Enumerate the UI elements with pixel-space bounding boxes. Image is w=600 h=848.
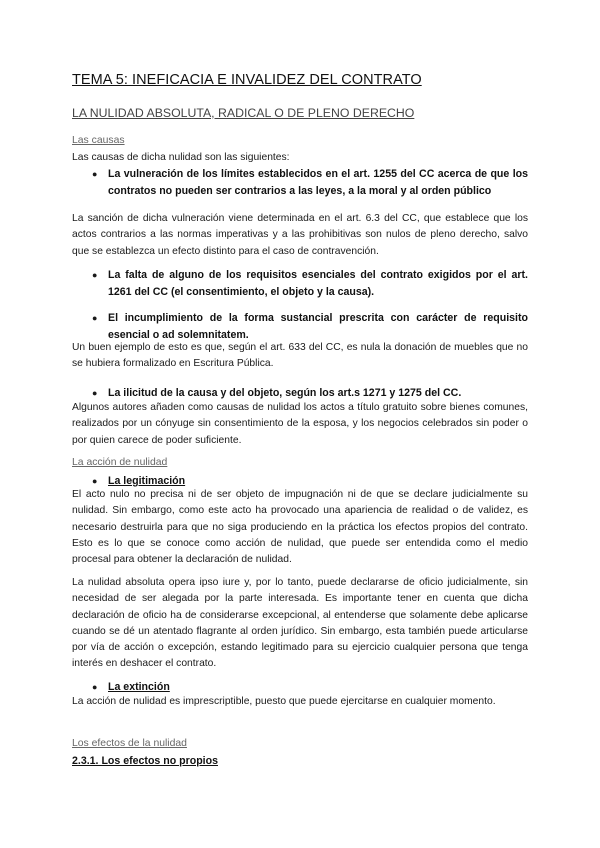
bullet-icon: ●	[92, 388, 98, 398]
bullet-icon: ●	[92, 313, 98, 323]
subheading-efectos-no-propios: 2.3.1. Los efectos no propios	[72, 755, 218, 767]
causas-intro: Las causas de dicha nulidad son las siguientes:	[72, 152, 290, 163]
subheading-efectos-nulidad: Los efectos de la nulidad	[72, 738, 187, 749]
paragraph-acto-nulo: El acto nulo no precisa ni de ser objeto de impugnación ni de que se declare judicialmente su nulidad. Sin embargo, como este acto ha provocado una apariencia de realidad o de validez, es necesario destruirla para que no siga produciendo en la práctica los efectos propios del contrato. Esto es lo que se conoce como acción de nulidad, que puede ser entendida como el medio procesal para obtener la declaración de nulidad.	[72, 489, 528, 566]
subheading-causas: Las causas	[72, 135, 125, 146]
bullet-heading-extincion: La extinción	[108, 681, 170, 693]
paragraph-imprescriptible: La acción de nulidad es imprescriptible, puesto que puede ejercitarse en cualquier momento.	[72, 696, 496, 707]
page-title: TEMA 5: INEFICACIA E INVALIDEZ DEL CONTRATO	[72, 72, 422, 88]
bullet-icon: ●	[92, 682, 98, 692]
bullet-icon: ●	[92, 476, 98, 486]
bullet-text: El incumplimiento de la forma sustancial prescrita con carácter de requisito esencial o ad solemnitatem.	[108, 312, 528, 341]
bullet-falta-requisitos	[72, 267, 528, 300]
bullet-incumplimiento-forma	[72, 310, 528, 343]
paragraph-nulidad-ipso-iure: La nulidad absoluta opera ipso iure y, por lo tanto, puede declararse de oficio judicialmente, sin necesidad de ser alegada por la parte interesada. Es importante tener en cuenta que dicha declaración de oficio ha de considerarse excepcional, al entenderse que solamente debe aplicarse cuando se dé un atentado flagrante al orden jurídico. Sin embargo, esta también puede articularse por vía de acción o excepción, estando legitimado para su ejercicio cualquier persona que tenga interés en deshacer el contrato.	[72, 577, 528, 670]
bullet-heading-legitimacion: La legitimación	[108, 475, 186, 487]
subheading-accion-nulidad: La acción de nulidad	[72, 457, 168, 468]
section-heading-nulidad-absoluta: LA NULIDAD ABSOLUTA, RADICAL O DE PLENO DERECHO	[72, 106, 415, 120]
paragraph-sancion-vulneracion: La sanción de dicha vulneración viene determinada en el art. 6.3 del CC, que establece que los actos contrarios a las normas imperativas y a las prohibitivas son nulos de pleno derecho, salvo que se establezca un efecto distinto para el caso de contravención.	[72, 213, 528, 257]
paragraph-otros-autores: Algunos autores añaden como causas de nulidad los actos a título gratuito sobre bienes comunes, realizados por un cónyuge sin consentimiento de la esposa, y los negocios celebrados sin poder o por quien carece de poder suficiente.	[72, 402, 528, 446]
bullet-vulneracion-limites	[72, 166, 528, 199]
bullet-icon: ●	[92, 169, 98, 179]
bullet-icon: ●	[92, 270, 98, 280]
bullet-text: La falta de alguno de los requisitos esenciales del contrato exigidos por el art. 1261 del CC (el consentimiento, el objeto y la causa).	[108, 269, 528, 298]
paragraph-ejemplo-donacion: Un buen ejemplo de esto es que, según el art. 633 del CC, es nula la donación de muebles que no se hubiera formalizado en Escritura Pública.	[72, 342, 528, 370]
bullet-text: La vulneración de los límites establecidos en el art. 1255 del CC acerca de que los contratos no pueden ser contrarios a las leyes, a la moral y al orden público	[108, 168, 528, 197]
bullet-text: La ilicitud de la causa y del objeto, según los art.s 1271 y 1275 del CC.	[108, 387, 462, 399]
